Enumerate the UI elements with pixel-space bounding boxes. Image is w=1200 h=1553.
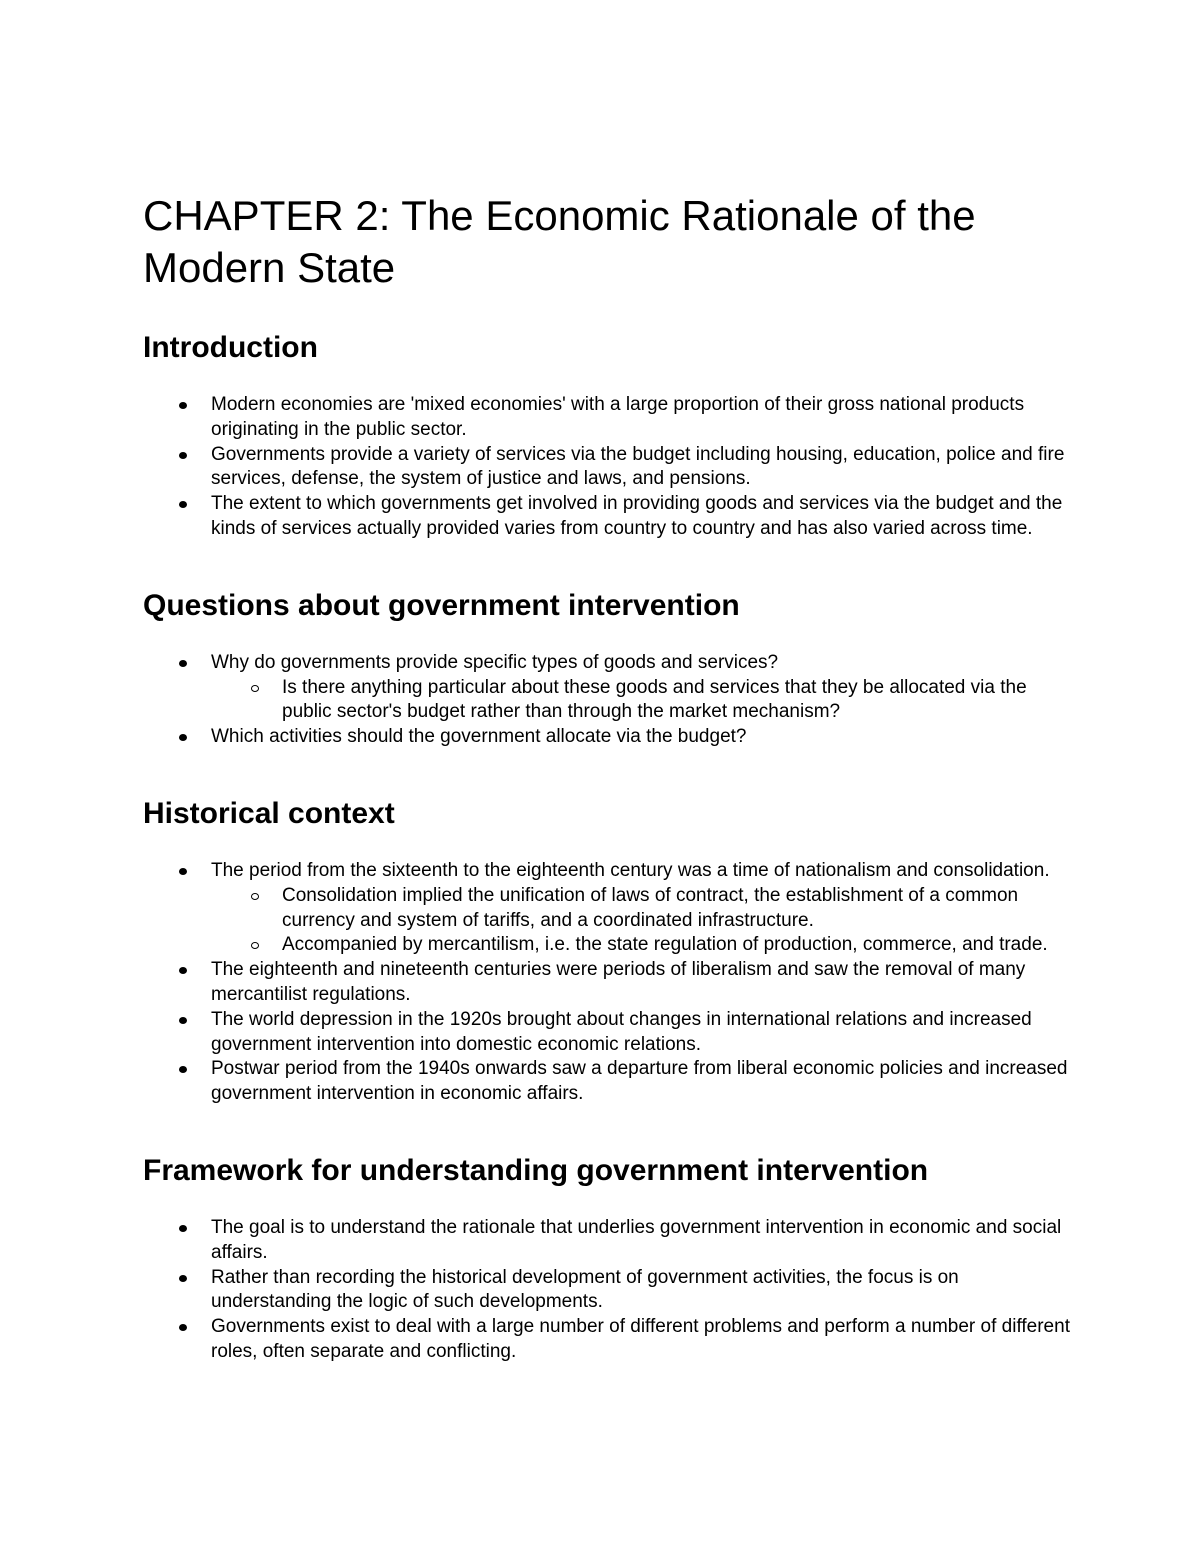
list-item bbox=[143, 1008, 1073, 1058]
section-framework bbox=[143, 1153, 1073, 1365]
bullet-icon bbox=[179, 734, 187, 741]
list-item bbox=[143, 1266, 1073, 1316]
list-item-text: Governments exist to deal with a large number of different problems and perform a number of different roles, often separate and conflicting. bbox=[211, 1316, 1070, 1362]
bullet-list bbox=[143, 1216, 1073, 1365]
sub-bullet-list bbox=[211, 884, 1073, 958]
list-item bbox=[143, 859, 1073, 958]
sub-list-item-text: Consolidation implied the unification of laws of contract, the establishment of a common currency and system of tariffs, and a coordinated infrastructure. bbox=[282, 884, 1019, 931]
sub-list-item-text: Accompanied by mercantilism, i.e. the state regulation of production, commerce, and trade. bbox=[282, 934, 1048, 956]
bullet-icon bbox=[179, 1275, 187, 1282]
bullet-icon bbox=[179, 660, 187, 667]
document-body bbox=[143, 190, 1073, 1365]
bullet-icon bbox=[179, 402, 187, 409]
list-item-text: Postwar period from the 1940s onwards saw a departure from liberal economic policies and increased government intervention in economic affairs. bbox=[211, 1058, 1068, 1105]
section-introduction bbox=[143, 330, 1073, 542]
list-item-text: The goal is to understand the rationale that underlies government intervention in economic and social affairs. bbox=[211, 1216, 1062, 1263]
section-heading: Questions about government intervention bbox=[143, 588, 740, 622]
bullet-list bbox=[143, 651, 1073, 750]
list-item-text: Modern economies are 'mixed economies' with a large proportion of their gross national products originating in the public sector. bbox=[211, 394, 1025, 440]
list-item bbox=[143, 651, 1073, 725]
section-historical-context bbox=[143, 796, 1073, 1107]
section-heading: Historical context bbox=[143, 796, 395, 830]
hollow-bullet-icon bbox=[251, 685, 259, 692]
list-item-text: Which activities should the government allocate via the budget? bbox=[211, 726, 747, 748]
section-heading: Introduction bbox=[143, 331, 318, 364]
sub-bullet-list bbox=[211, 676, 1073, 726]
list-item bbox=[143, 958, 1073, 1008]
list-item bbox=[143, 1315, 1073, 1365]
bullet-list bbox=[143, 393, 1073, 542]
bullet-icon bbox=[179, 1324, 187, 1331]
list-item-text: Rather than recording the historical development of government activities, the focus is on understanding the logic of such developments. bbox=[211, 1266, 959, 1313]
hollow-bullet-icon bbox=[251, 893, 259, 900]
bullet-icon bbox=[179, 868, 187, 875]
hollow-bullet-icon bbox=[251, 942, 259, 949]
section-heading: Framework for understanding government intervention bbox=[143, 1153, 929, 1187]
sub-list-item bbox=[143, 676, 1073, 726]
list-item bbox=[143, 393, 1073, 443]
list-item-text: The world depression in the 1920s brought about changes in international relations and increased government intervention into domestic economic relations. bbox=[211, 1008, 1032, 1055]
section-questions bbox=[143, 588, 1073, 750]
list-item-text: Governments provide a variety of services via the budget including housing, education, police and fire services, defense, the system of justice and laws, and pensions. bbox=[211, 443, 1065, 490]
sub-list-item-text: Is there anything particular about these goods and services that they be allocated via the public sector's budget rather than through the market mechanism? bbox=[282, 676, 1027, 723]
list-item bbox=[143, 492, 1073, 542]
bullet-list bbox=[143, 859, 1073, 1107]
bullet-icon bbox=[179, 1066, 187, 1073]
list-item-text: The period from the sixteenth to the eighteenth century was a time of nationalism and consolidation. bbox=[211, 859, 1050, 881]
list-item bbox=[143, 725, 1073, 750]
bullet-icon bbox=[179, 1225, 187, 1232]
list-item bbox=[143, 1216, 1073, 1266]
list-item-text: The extent to which governments get involved in providing goods and services via the budget and the kinds of services actually provided varies from country to country and has also varied across time. bbox=[211, 493, 1063, 539]
list-item bbox=[143, 1057, 1073, 1107]
sub-list-item bbox=[143, 884, 1073, 934]
list-item bbox=[143, 443, 1073, 493]
list-item-text: The eighteenth and nineteenth centuries were periods of liberalism and saw the removal of many mercantilist regulations. bbox=[211, 959, 1026, 1005]
bullet-icon bbox=[179, 967, 187, 974]
page-title: CHAPTER 2: The Economic Rationale of the Modern State bbox=[143, 192, 976, 291]
bullet-icon bbox=[179, 452, 187, 459]
sub-list-item bbox=[143, 933, 1073, 958]
bullet-icon bbox=[179, 501, 187, 508]
bullet-icon bbox=[179, 1017, 187, 1024]
list-item-text: Why do governments provide specific types of goods and services? bbox=[211, 651, 779, 673]
